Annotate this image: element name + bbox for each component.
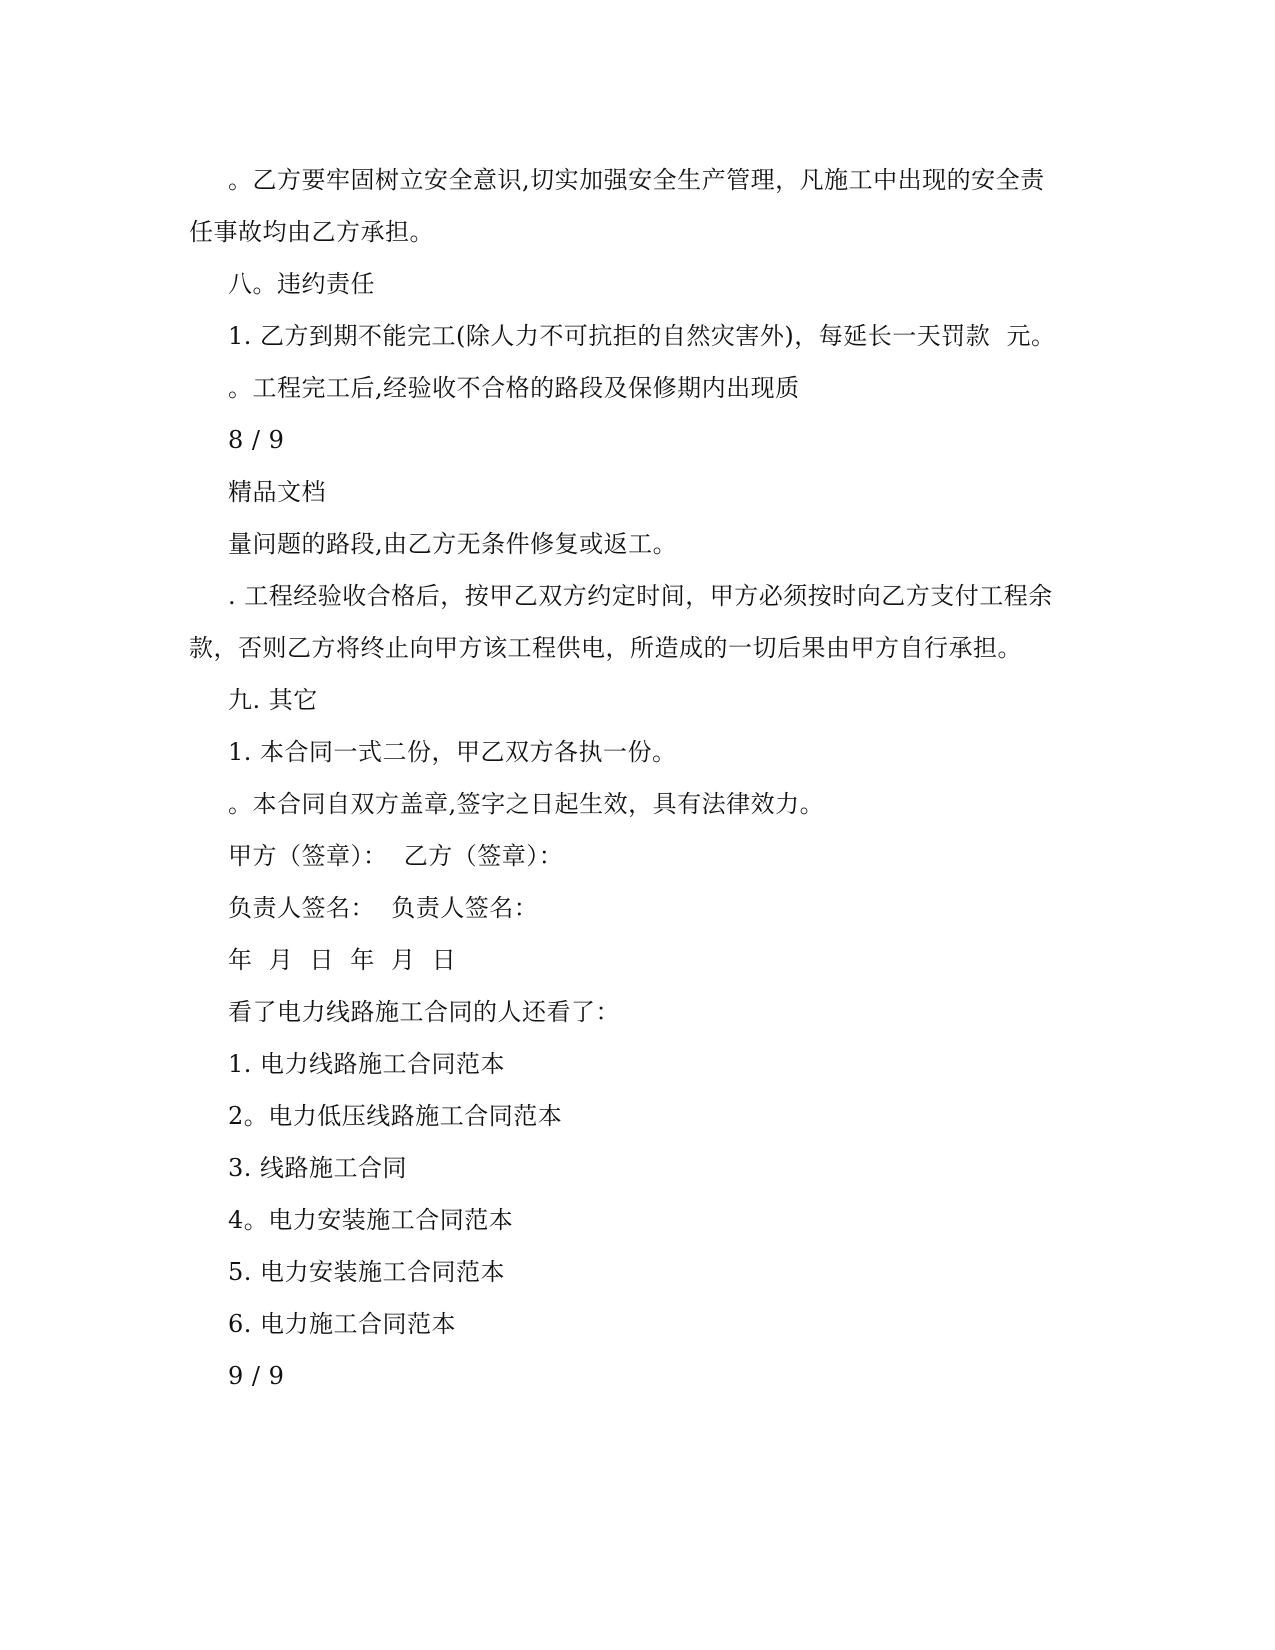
clause-quality-part-2: 量问题的路段,由乙方无条件修复或返工。 [228,530,678,558]
section-heading-breach: 八。违约责任 [228,270,375,298]
related-heading: 看了电力线路施工合同的人还看了： [228,998,620,1026]
page-number: 8 / 9 [228,426,285,454]
page-header-label: 精品文档 [228,478,326,506]
related-item: 3. 线路施工合同 [228,1154,408,1182]
related-item: 2。电力低压线路施工合同范本 [228,1102,563,1130]
clause-delay-penalty: 1. 乙方到期不能完工(除人力不可抗拒的自然灾害外)，每延长一天罚款 元。 [228,322,1056,350]
clause-quality-part-1: 。工程完工后,经验收不合格的路段及保修期内出现质 [228,374,800,402]
clause-effective: 。本合同自双方盖章,签字之日起生效，具有法律效力。 [228,790,825,818]
signature-parties: 甲方（签章）： 乙方（签章）： [228,842,564,870]
clause-payment-line-1: . 工程经验收合格后，按甲乙双方约定时间，甲方必须按时向乙方支付工程余 [228,582,1053,610]
section-heading-other: 九. 其它 [228,686,318,714]
signature-responsible: 负责人签名： 负责人签名： [228,894,539,922]
paragraph-safety-line-2: 任事故均由乙方承担。 [189,218,434,246]
related-item: 4。电力安装施工合同范本 [228,1206,514,1234]
paragraph-safety-line-1: 。乙方要牢固树立安全意识,切实加强安全生产管理，凡施工中出现的安全责 [228,166,1045,194]
related-item: 6. 电力施工合同范本 [228,1310,457,1338]
clause-copies: 1. 本合同一式二份，甲乙双方各执一份。 [228,738,677,766]
related-item: 5. 电力安装施工合同范本 [228,1258,506,1286]
page-number: 9 / 9 [228,1362,285,1390]
related-item: 1. 电力线路施工合同范本 [228,1050,506,1078]
clause-payment-line-2: 款，否则乙方将终止向甲方该工程供电，所造成的一切后果由甲方自行承担。 [189,634,1022,662]
signature-dates: 年 月 日 年 月 日 [228,946,457,974]
